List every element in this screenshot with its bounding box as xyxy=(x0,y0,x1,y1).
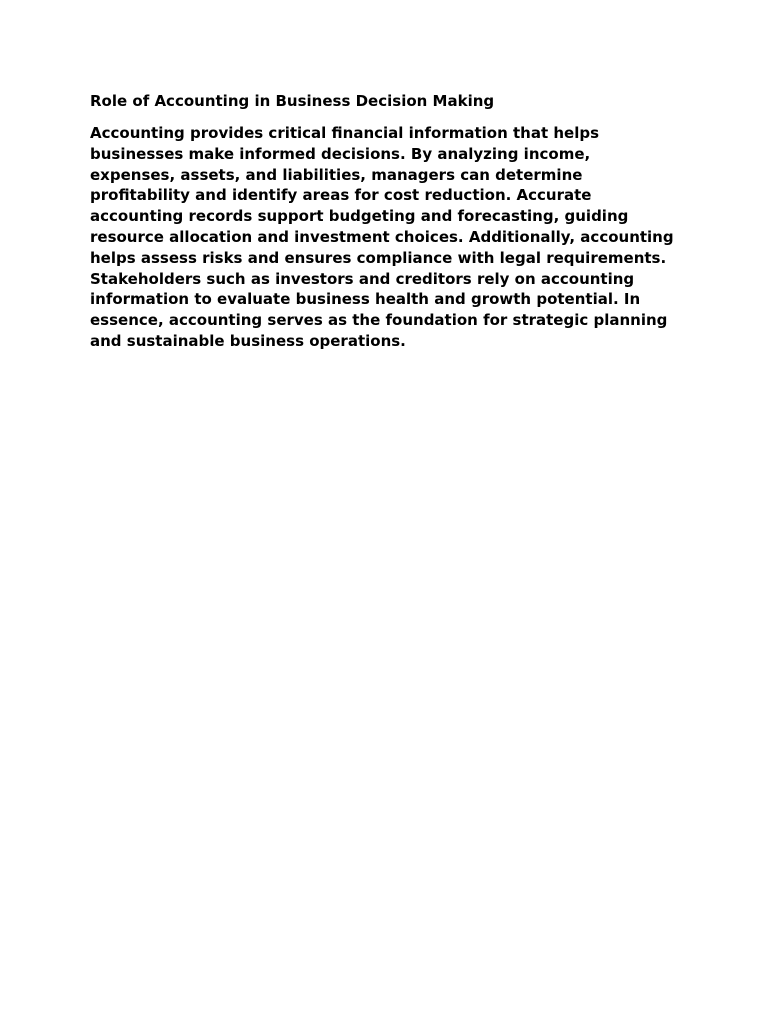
body-line: and sustainable business operations. xyxy=(90,331,406,350)
body-line: resource allocation and investment choices. Additionally, accounting xyxy=(90,227,674,246)
body-line: Stakeholders such as investors and creditors rely on accounting xyxy=(90,269,635,288)
body-line: helps assess risks and ensures compliance with legal requirements. xyxy=(90,248,667,267)
body-line: profitability and identify areas for cost reduction. Accurate xyxy=(90,186,592,205)
body-line: accounting records support budgeting and forecasting, guiding xyxy=(90,207,629,226)
body-line: Accounting provides critical financial information that helps xyxy=(90,124,600,142)
body-line: information to evaluate business health and growth potential. In xyxy=(90,290,641,309)
document-title: Role of Accounting in Business Decision Making xyxy=(90,92,495,110)
body-line: essence, accounting serves as the foundation for strategic planning xyxy=(90,311,668,330)
document-body-paragraph xyxy=(90,123,690,352)
body-line: businesses make informed decisions. By analyzing income, xyxy=(90,144,591,163)
body-line: expenses, assets, and liabilities, managers can determine xyxy=(90,165,583,184)
